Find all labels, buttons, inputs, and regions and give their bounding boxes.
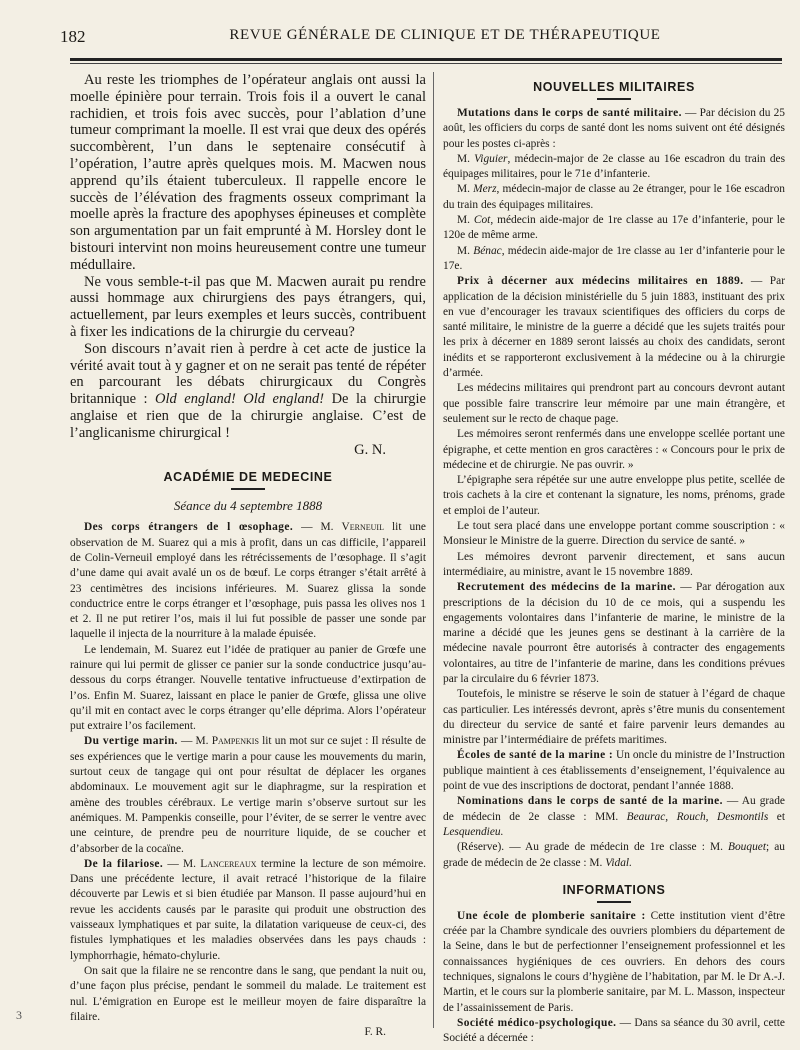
left-column bbox=[70, 72, 426, 1040]
article-heading: Écoles de santé de la marine : bbox=[457, 749, 614, 762]
officer-name: Bénac bbox=[473, 244, 502, 257]
informations bbox=[443, 909, 785, 1047]
intro-article bbox=[70, 72, 426, 458]
intro-text: Son discours n’avait rien à perdre à cet acte de justice la vérité avait tout à y gagner et on ne serait pas tenté de répéter en parcourant les débats chirurgicaux du Congrès britannique : bbox=[70, 340, 426, 408]
article-paragraph: Toutefois, le ministre se réserve le soin de statuer à l’égard de chaque cas particulier. Les intéressés devront, après s’être munis du consentement du directeur du service de santé et faire parvenir leurs demandes au ministre par l’intermédiaire de préfets maritimes. bbox=[443, 688, 785, 747]
intro-paragraph: Ne vous semble-t-il pas que M. Macwen aurait pu rendre aussi hommage aux chirurgiens des pays étrangers, qui, actuellement, par leurs exemples et leurs succès, contribuent à fixer les indications de la chirurgie du cerveau? bbox=[70, 273, 426, 340]
article-paragraph: Le tout sera placé dans une enveloppe portant comme souscription : « Monsieur le Ministre de la guerre. Direction du service de santé. » bbox=[443, 520, 785, 548]
article-text: termine la lecture de son mémoire. Dans une précédente lecture, il avait retracé l’historique de la filaire découverte par Lewis et si bien étudiée par Manson. Il passe aujourd’hui en revue les accidents causés par le parasite qui produit une obstruction des vaisseaux lymphatiques et par suite, la dilatation variqueuse de ceux-ci, des fistules lymphatiques et les maladies observées dans les pays chauds : lymphorrhagie, hémato-chylurie. bbox=[70, 857, 426, 962]
officer-name: Vidal. bbox=[605, 856, 632, 869]
military-news bbox=[443, 106, 785, 871]
mutation-entry: M. Cot, médecin aide-major de 1re classe au 17e d’infanterie, pour le 120e de même arme. bbox=[443, 214, 785, 242]
article-paragraph: Les mémoires devront parvenir directement, et sans aucun intermédiaire, au ministre, avant le 15 novembre 1889. bbox=[443, 550, 785, 578]
section-rule bbox=[597, 901, 631, 903]
author-name: Verneuil bbox=[341, 521, 384, 534]
article-paragraph: Le lendemain, M. Suarez eut l’idée de pratiquer au panier de Grœfe une rainure qui lui permit de glisser ce panier sur la sonde conductrice jusqu’au-dessous du corps étranger. Nouvelle tentative infructueuse d’extirpation de l’os. Enfin M. Suarez, laissant en place le panier de Grœfe, glissa une olive qu’il mit en contact avec le corps étranger qu’elle déprima. Alors l’opérateur put extraire l’os facilement. bbox=[70, 643, 426, 733]
page-number: 182 bbox=[60, 27, 86, 46]
article-paragraph bbox=[443, 840, 785, 871]
article-paragraph: Les médecins militaires qui prendront part au concours devront autant que possible faire transcrire leur mémoire par une main étrangère, et seulement sur le recto de chaque page. bbox=[443, 382, 785, 425]
article-heading: Des corps étrangers de l œsophage. bbox=[84, 521, 294, 534]
article-heading: Une école de plomberie sanitaire : bbox=[457, 909, 646, 922]
officer-name: Merz bbox=[473, 183, 497, 196]
section-rule bbox=[597, 98, 631, 100]
article-heading: De la filariose. bbox=[84, 857, 164, 870]
article-heading: Recrutement des médecins de la marine. bbox=[457, 581, 676, 594]
section-rule bbox=[231, 488, 265, 490]
running-title: REVUE GÉNÉRALE DE CLINIQUE ET DE THÉRAPEUTIQUE bbox=[229, 27, 661, 43]
author-name: Pampenkis bbox=[211, 735, 259, 748]
intro-paragraph: Au reste les triomphes de l’opérateur anglais ont aussi la moelle épinière pour terrain. Trois fois il a ouvert le canal rachidien, et trois fois avec succès, pour l’ablation d’une tumeur comprimant la moelle. Il est vrai que deux des opérés succombèrent, l’un dans le septenaire consécutif à l’opération, l’autre après quelques mois. M. Macwen nous apprend qu’ils étaient tuberculeux. Il rappelle encore le succès de l’élévation des fragments osseux comprimant la moelle après la fracture des apophyses épineuses et complète son argumentation par un fait emprunté à M. Horsley dont le bistouri intervint non moins heureusement contre une tumeur médullaire. bbox=[70, 72, 426, 273]
article-heading: Mutations dans le corps de santé militaire. bbox=[457, 107, 682, 119]
header-rule bbox=[70, 58, 782, 61]
officer-name: Viguier bbox=[474, 152, 508, 165]
article-paragraph: De la filariose. — M. Lancereaux termine la lecture de son mémoire. Dans une précédente lecture, il avait retracé l’historique de la filaire découverte par Lewis et si bien étudiée par Manson. Il passe aujourd’hui en revue les accidents causés par le parasite qui produit une obstruction des vaisseaux lymphatiques et par suite, la dilatation variqueuse de ceux-ci, des fistules lymphatiques et les maladies observées dans les pays chauds : lymphorrhagie, hémato-chylurie. bbox=[70, 857, 426, 962]
author-name: Lancereaux bbox=[200, 857, 257, 870]
officer-names: Beaurac, Rouch, Desmontils bbox=[626, 810, 769, 823]
intro-signature: G. N. bbox=[354, 441, 386, 458]
article-paragraph: Des corps étrangers de l œsophage. — M. Verneuil lit une observation de M. Suarez qui a mis à profit, dans un cas difficile, l’appareil de Colin-Verneuil employé dans les rétrécissements de l’œsophage. Il s’agit d’une dame qui avait avalé un os de bœuf. Le corps étranger s’était arrêté à 23 centimètres des incisions inférieures. M. Suarez glissa la sonde conductrice entre le corps étranger et l’œsophage, puis passa les olives nos 1 et 2. Il ne put retirer l’os, mais il lui fut possible de passer une sonde par laquelle il injecta de la nourriture à la malade épuisée. bbox=[70, 521, 426, 641]
right-column bbox=[443, 72, 785, 1047]
article-paragraph: Du vertige marin. — M. Pampenkis lit un mot sur ce sujet : Il résulte de ses expériences que le vertige marin a pour cause les mouvements du marin, surtout ceux de tangage qui ont pour résultat de déplacer les organes abdominaux. Le mouvement agit sur le diaphragme, sur la respiration et amène des troubles cérébraux. Le vertige marin s’observe surtout sur les anémiques. M. Pampenkis conseille, pour l’éviter, de se serrer le ventre avec une ceinture, de prendre peu de nourriture liquide, de se coucher et d’absorber de la cocaïne. bbox=[70, 735, 426, 855]
article-paragraph: Recrutement des médecins de la marine. — Par dérogation aux prescriptions de la décision du 10 de ce mois, qui a suspendu les engagements volontaires dans l’infanterie de marine, le ministre de la marine a décidé que les jeunes gens se destinant à la carrière de la médecine navale pourront être autorisés à contracter des engagements volontaires, au titre de l’infanterie de marine, dans les conditions prévues par la circulaire du 6 février 1873. bbox=[443, 581, 785, 685]
article-text: et bbox=[776, 810, 785, 823]
article-paragraph: Société médico-psychologique. — Dans sa séance du 30 avril, cette Société a décernée : bbox=[443, 1016, 785, 1045]
officer-name: Cot bbox=[473, 214, 491, 227]
mutation-text: , médecin aide-major de 1re classe au 1er d’infanterie pour le 17e. bbox=[443, 244, 785, 272]
mutation-entry: M. Viguier, médecin-major de 2e classe au 16e escadron du train des équipages militaires, pour le 71e d’infanterie. bbox=[443, 152, 785, 181]
section-title-military: NOUVELLES MILITAIRES bbox=[533, 80, 695, 94]
mutation-entry: M. Merz, médecin-major de classe au 2e étranger, pour le 16e escadron du train des équipages militaires. bbox=[443, 183, 785, 211]
article-heading: Du vertige marin. bbox=[84, 735, 178, 748]
article-text: ; au grade de médecin de 2e classe : M. bbox=[443, 841, 785, 869]
article-paragraph: L’épigraphe sera répétée sur une autre enveloppe plus petite, scellée de trois cachets à la cire et contenant la signature, les noms, prénoms, grade et emploi de l’auteur. bbox=[443, 474, 785, 517]
article-heading: Prix à décerner aux médecins militaires en 1889. bbox=[457, 275, 744, 288]
article-signature: F. R. bbox=[364, 1026, 386, 1039]
article-paragraph bbox=[70, 964, 426, 1040]
section-title-academy: ACADÉMIE DE MEDECINE bbox=[163, 470, 333, 485]
article-text: Par dérogation aux prescriptions de la décision du 10 de ce mois, qui a suspendu les engagements volontaires dans l’infanterie de marine, le ministre de la marine a décidé que les jeunes gens se destinant à la carrière de la médecine navale pourront être autorisés à contracter des engagements volontaires, au titre de l’infanterie de marine, dans les conditions prévues par la circulaire du 6 février 1873. bbox=[443, 581, 785, 685]
article-paragraph: Prix à décerner aux médecins militaires en 1889. — Par application de la décision ministérielle du 5 juin 1883, instituant des prix en vue d’encourager les travaux scientifiques des officiers du corps de santé militaire, le ministre de la guerre a décidé que les sujets traités pour les prix à décerner en 1889 seront laissés au choix des candidats, seront inédits et se rapporteront exclusivement à la médecine ou à la chirurgie d’armée. bbox=[443, 275, 785, 380]
article-paragraph: Mutations dans le corps de santé militaire. — Par décision du 25 août, les officiers du corps de santé dont les noms suivent ont été désignés pour les postes ci-après : bbox=[443, 107, 785, 150]
article-text: Par application de la décision ministérielle du 5 juin 1883, instituant des prix en vue d’encourager les travaux scientifiques des officiers du corps de santé militaire, le ministre de la guerre a décidé que les sujets traités pour les prix à décerner en 1889 seront laissés au choix des candidats, seront inédits et se rapporteront exclusivement à la médecine ou à la chirurgie d’armée. bbox=[443, 275, 785, 380]
article-text: Dans sa séance du 30 avril, cette Société a décernée : bbox=[443, 1016, 785, 1045]
intro-tail: De la chirurgie anglaise et rien que de la chirurgie anglaise. C’est de l’anglicanisme chirurgical ! bbox=[70, 391, 426, 441]
article-heading: Nominations dans le corps de santé de la marine. bbox=[457, 795, 723, 808]
article-text: Un oncle du ministre de l’Instruction publique maintient à ces établissements d’enseignement, l’équivalence au point de vue des inscriptions de doctorat, pendant l’année 1888. bbox=[443, 749, 785, 793]
article-text: Au grade de médecin de 2e classe : MM. bbox=[443, 795, 785, 823]
session-date: Séance du 4 septembre 1888 bbox=[173, 498, 323, 514]
article-paragraph: Nominations dans le corps de santé de la marine. — Au grade de médecin de 2e classe : MM. Beaurac, Rouch, Desmontils et Lesquendieu. bbox=[443, 795, 785, 838]
article-text: lit un mot sur ce sujet : Il résulte de ses expériences que le vertige marin a pour cause les mouvements du marin, surtout ceux de tangage qui ont pour résultat de déplacer les organes abdominaux. Le mouvement agit sur le diaphragme, sur la respiration et amène des troubles cérébraux. Le vertige marin s’observe surtout sur les anémiques. M. Pampenkis conseille, pour l’éviter, de se serrer le ventre avec une ceinture, de prendre peu de nourriture liquide, de se coucher et d’absorber de la cocaïne. bbox=[70, 735, 426, 855]
corner-mark: 3 bbox=[16, 1008, 22, 1022]
header-rule-thin bbox=[70, 63, 782, 64]
article-paragraph bbox=[443, 748, 785, 794]
section-title-informations: INFORMATIONS bbox=[562, 882, 666, 897]
column-divider bbox=[433, 72, 434, 1028]
intro-exclaim: Old england! Old england! bbox=[155, 391, 325, 408]
article-paragraph: Les mémoires seront renfermés dans une enveloppe scellée portant une épigraphe, et cette mention en gros caractères : « Concours pour le prix de médecine et de chirurgie. Ne pas ouvrir. » bbox=[443, 428, 785, 471]
article-heading: Société médico-psychologique. bbox=[457, 1016, 617, 1029]
article-text: On sait que la filaire ne se rencontre dans le sang, que pendant la nuit ou, d’une façon plus précise, pendant le sommeil du malade. Le traitement est nul. L’émigration en Europe est le meilleur moyen de faire disparaître la filaire. bbox=[70, 964, 426, 1023]
mutation-text: , médecin aide-major de 1re classe au 17e d’infanterie, pour le 120e de même arme. bbox=[443, 214, 785, 242]
article-text: (Réserve). — Au grade de médecin de 1re classe : M. bbox=[457, 841, 723, 854]
intro-paragraph bbox=[70, 341, 426, 459]
article-paragraph bbox=[443, 909, 785, 1016]
article-text: une observation de M. Suarez qui a mis à profit, dans un cas difficile, l’appareil de Colin-Verneuil employé dans les rétrécissements de l’œsophage. Il s’agit d’une dame qui avait avalé un os de bœuf. Le corps étranger s’était arrêté à 23 centimètres des incisions inférieures. M. Suarez glissa la sonde conductrice entre le corps étranger et l’œsophage, puis passa les olives nos 1 et 2. Il ne put retirer l’os, mais il lui fut possible de passer une sonde par laquelle il injecta de la nourriture à la malade épuisée. bbox=[70, 521, 426, 641]
article-text: Cette institution vient d’être créée par la Chambre syndicale des ouvriers plombiers du département de la Seine, dans le but de perfectionner l’enseignement professionnel et les connaissances hygiéniques de ces ouvriers. En dehors des cours techniques, signalons le cours d’hygiène de l’habitation, par M. le Dr A.-J. Martin, et le cours sur la plomberie sanitaire, par M. L. Masson, inspecteur de l’assainissement de Paris. bbox=[443, 909, 785, 1014]
academy-items bbox=[70, 520, 426, 1040]
mutation-text: , médecin-major de 2e classe au 16e escadron du train des équipages militaires, pour le 71e d’infanterie. bbox=[443, 152, 785, 181]
officer-names: Lesquendieu. bbox=[443, 825, 504, 838]
article-text: Par décision du 25 août, les officiers du corps de santé dont les noms suivent ont été désignés pour les postes ci-après : bbox=[443, 107, 785, 150]
mutation-text: , médecin-major de classe au 2e étranger, pour le 16e escadron du train des équipages militaires. bbox=[443, 183, 785, 211]
officer-name: Bouquet bbox=[728, 841, 766, 854]
mutation-entry: M. Bénac, médecin aide-major de 1re classe au 1er d’infanterie pour le 17e. bbox=[443, 244, 785, 272]
